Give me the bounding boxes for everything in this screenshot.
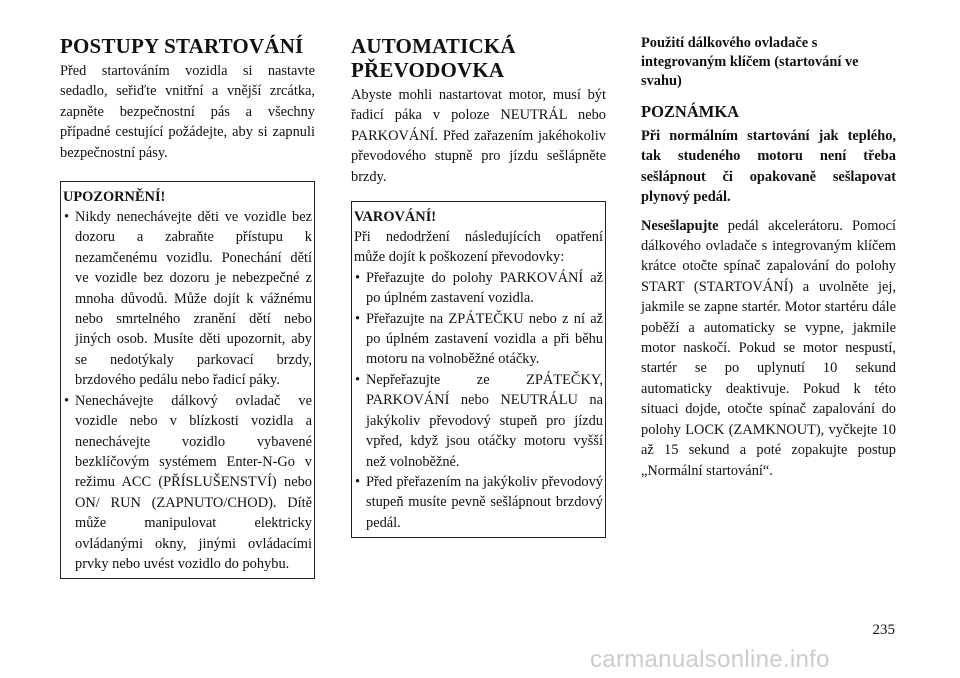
heading-line-1: AUTOMATICKÁ — [351, 34, 516, 58]
body-text: pedál akcelerátoru. Pomocí dálkového ovladače s integrovaným klíčem krátce otočte spínač zapalování do polohy START (STARTOVÁNÍ) a uvolněte jej, jakmile se zapne startér. Motor startéru dále poběží a automaticky se vypne, jakmile motor naskočí. Pokud se motor nespustí, startér se po uplynutí 10 sekund automaticky deaktivuje. Pokud k této situaci dojde, otočte spínač zapalování do polohy LOCK (ZAMKNOUT), vyčkejte 10 až 15 sekund a poté zopakujte postup „Normální startování“. — [641, 217, 896, 479]
warning-item: • Nenechávejte dálkový ovladač ve vozidle nebo v blízkosti vozidla a nenechávejte vozidlo vybavené bezklíčovým systémem Enter-N-Go v režimu ACC (PŘÍSLUŠENSTVÍ) nebo ON/ RUN (ZAPNUTO/CHOD). Dítě může manipulovat elektricky ovládanými okny, jinými ovládacími prvky nebo uvést vozidlo do pohybu. — [63, 391, 312, 575]
warning-box — [60, 181, 315, 579]
warning-box-title: UPOZORNĚNÍ! — [63, 189, 166, 206]
caution-item: • Přeřazujte na ZPÁTEČKU nebo z ní až po úplném zastavení vozidla a při běhu motoru na volnoběžné otáčky. — [354, 309, 603, 370]
column-starting-procedures — [60, 34, 315, 579]
caution-list — [354, 268, 603, 533]
page-number: 235 — [872, 622, 895, 638]
note-text: Při normálním startování jak teplého, tak studeného motoru není třeba sešlápnout či opakovaně sešlapovat plynový pedál. — [641, 128, 896, 206]
column-remote-start — [641, 34, 896, 481]
column-automatic-transmission — [351, 34, 606, 538]
caution-box — [351, 201, 606, 538]
warning-item: • Nikdy nenechávejte děti ve vozidle bez dozoru a zabraňte přístupu k nezamčenému vozidlu. Ponechání dětí ve vozidle bez dozoru je nebezpečné z mnoha důvodů. Může dojít k vážnému nebo smrtelného zranění dětí nebo jiných osob. Musíte děti upozornit, aby se nedotýkaly parkovací brzdy, brzdového pedálu nebo řadicí páky. — [63, 207, 312, 391]
remote-start-body — [641, 216, 896, 481]
remote-start-subheading: Použití dálkového ovladače s integrovaným klíčem (startování ve svahu) — [641, 35, 859, 89]
heading-line-2: PŘEVODOVKA — [351, 58, 505, 82]
section-heading-starting-procedures: POSTUPY STARTOVÁNÍ — [60, 34, 304, 58]
caution-item: • Přeřazujte do polohy PARKOVÁNÍ až po úplném zastavení vozidla. — [354, 268, 603, 309]
warning-list — [63, 207, 312, 574]
caution-item: • Před přeřazením na jakýkoliv převodový stupeň musíte pevně sešlápnout brzdový pedál. — [354, 472, 603, 533]
transmission-intro-paragraph: Abyste mohli nastartovat motor, musí být řadicí páka v poloze NEUTRÁL nebo PARKOVÁNÍ. Před zařazením jakéhokoliv převodového stupně pro jízdu sešlápněte brzdy. — [351, 87, 606, 185]
body-emphasis: Nesešlapujte — [641, 217, 719, 234]
starting-intro-paragraph: Před startováním vozidla si nastavte sedadlo, seřiďte vnitřní a vnější zrcátka, zapněte bezpečnostní pás a všechny případné cestující požádejte, aby si zapnuli bezpečnostní pásy. — [60, 63, 315, 161]
caution-lead: Při nedodržení následujících opatření může dojít k poškození převodovky: — [354, 229, 603, 266]
watermark-text: carmanualsonline.info — [590, 646, 830, 673]
caution-box-title: VAROVÁNÍ! — [354, 209, 437, 226]
note-title: POZNÁMKA — [641, 102, 740, 121]
section-heading-automatic-transmission — [351, 34, 606, 82]
caution-item: • Nepřeřazujte ze ZPÁTEČKY, PARKOVÁNÍ nebo NEUTRÁLU na jakýkoliv převodový stupeň pro jízdu vpřed, když jsou otáčky motoru vyšší než volnoběžné. — [354, 370, 603, 472]
